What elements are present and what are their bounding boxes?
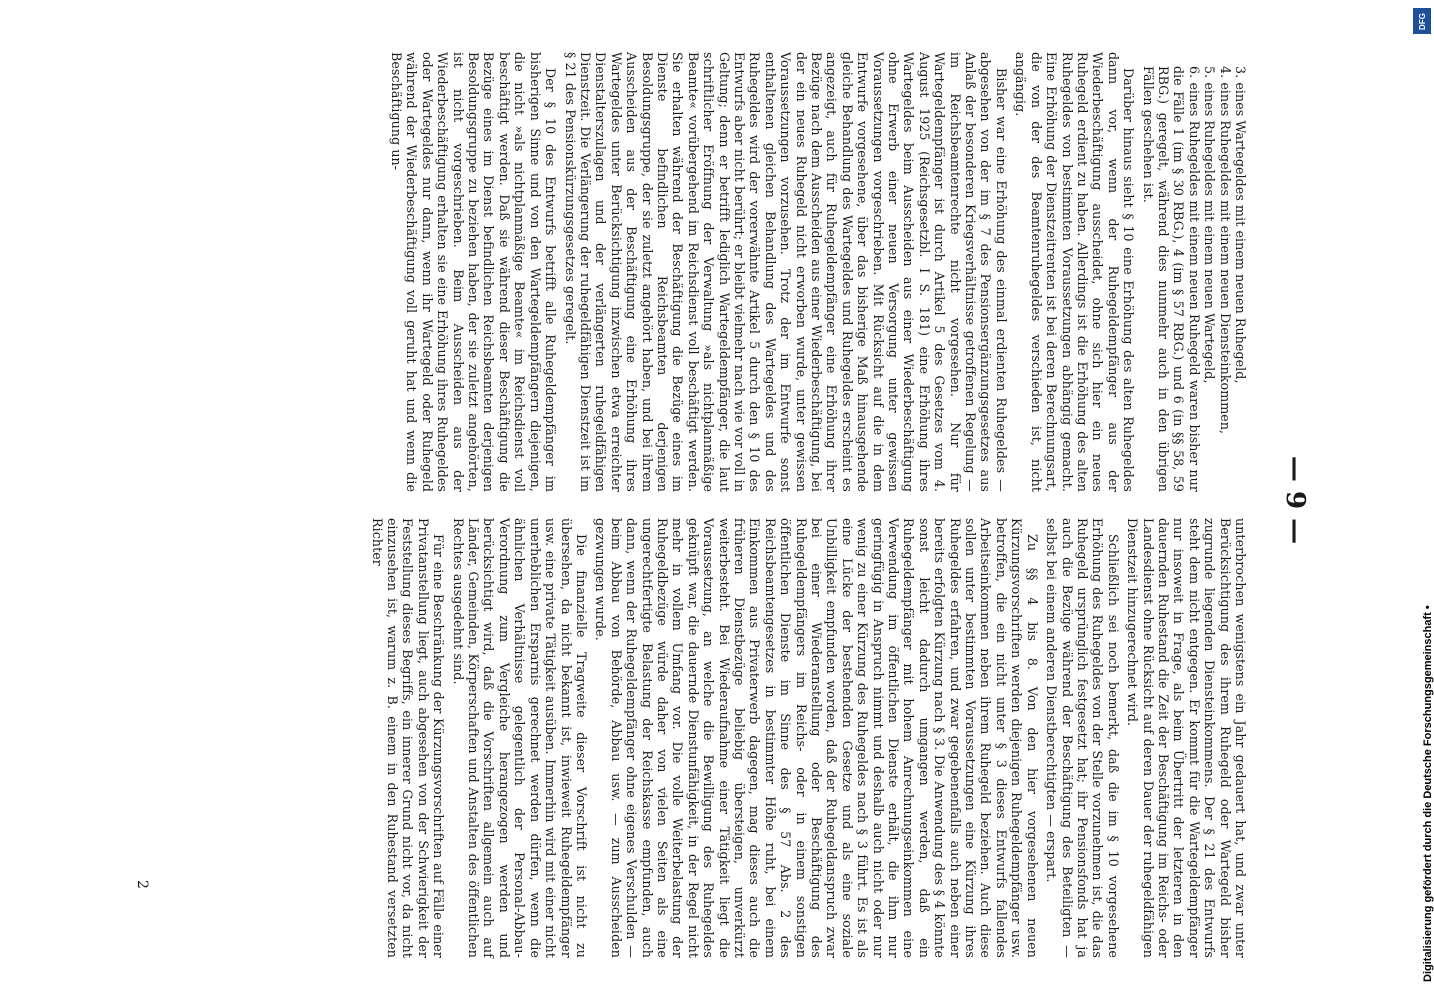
- right-column: [369, 518, 1248, 958]
- signature-mark: 2: [134, 880, 150, 889]
- digitization-credit: Digitalisierung gefördert durch die Deutsche Forschungsgemeinschaft •: [1422, 605, 1434, 982]
- paragraph: 6. eines Ruhegeldes mit einem neuen Ruhegeld waren bisher nur die Fälle 1 (im § 30 RBG.), 4 (im § 57 RBG.) und 6 (in §§ 58, 59 RBG.) geregelt, während dies nunmehr auch in den übrigen Fällen geschehen ist.: [1140, 66, 1202, 492]
- paragraph: 5. eines Ruhegeldes mit einem neuen Wartegeld,: [1202, 66, 1218, 384]
- paragraph: Die finanzielle Tragweite dieser Vorschrift ist nicht zu übersehen, da nicht bekannt ist, inwieweit Ruhegeldempfänger usw. eine private Tätigkeit ausüben. Immerhin wird mit einer nicht unerheblichen Ersparnis gerechnet werden dürfen, wenn die ähnlichen Verhältnisse gelegentlich der Personal-Abbau-Verordnung zum Vergleiche herangezogen werden und berücksichtigt wird, daß die Vorschriften allgemein auch auf Länder, Gemeinden, Körperschaften und Anstalten des öffentlichen Rechtes ausgedehnt sind.: [450, 518, 589, 958]
- paragraph: 4. eines Ruhegeldes mit einem neuen Diensteinkommen,: [1217, 66, 1233, 435]
- paragraph: Bisher war eine Erhöhung des einmal erdienten Ruhegeldes — abgesehen von der im § 7 des Pensionsergänzungsgesetzes aus Anlaß der besonderen Kriegsverhältnisse getroffenen Regelung — im Reichsbeamtenrechte nicht vorgesehen. Nur für Wartegeldempfänger ist durch Artikel 5 des Gesetzes vom 4. August 1925 (Reichsgesetzbl. I S. 181) eine Erhöhung ihres Wartegeldes beim Ausscheiden aus einer Wiederbeschäftigung ohne Erwerb einer neuen Versorgung unter gewissen Voraussetzungen vorgeschrieben. Mit Rücksicht auf die in dem Entwurfe vorgesehene, über das bisherige Maß hinausgehende gleiche Behandlung des Wartegeldes und Ruhegeldes erscheint es angezeigt, auch für Ruhegeldempfänger eine Erhöhung ihrer Bezüge nach dem Ausscheiden aus einer Wiederbeschäftigung, bei der ein neues Ruhegeld nicht erworben wurde, unter gewissen Voraussetzungen vorzusehen. Trotz der im Entwurfe sonst enthaltenen gleichen Behandlung des Wartegeldes und des Ruhegeldes wird der vorerwähnte Artikel 5 durch den § 10 des Entwurfs aber nicht berührt; er bleibt vielmehr nach wie vor voll in Geltung; denn er betrifft lediglich Wartegeldempfänger, die laut schriftlicher Eröffnung der Verwaltung »als nichtplanmäßige Beamte« vorübergehend im Reichsdienst voll beschäftigt werden. Sie erhalten während der Beschäftigung die Bezüge eines im Dienste befindlichen Reichsbeamten derjenigen Besoldungsgruppe, der sie zuletzt angehört haben, und bei ihrem Ausscheiden aus der Beschäftigung eine Erhöhung ihres Wartegeldes unter Berücksichtigung inzwischen etwa erreichter Dienstalterszulagen und der verlängerten ruhegeldfähigen Dienstzeit. Die Verlängerung der ruhegeldfähigen Dienstzeit ist im § 21 des Pensionskürzungsgesetzes geregelt.: [562, 52, 1009, 492]
- left-column: [389, 52, 1248, 492]
- paragraph: Darüber hinaus sieht § 10 eine Erhöhung des alten Ruhegeldes dann vor, wenn der Ruhegeldempfänger aus der Wiederbeschäftigung ausscheidet, ohne sich hier ein neues Ruhegeld erdient zu haben. Allerdings ist die Erhöhung des alten Ruhegeldes von bestimmten Voraussetzungen abhängig gemacht. Eine Erhöhung der Dienstzeitrenten ist bei deren Berechnungsart, die von der des Beamtenruhegeldes verschieden ist, nicht angängig.: [1013, 52, 1137, 492]
- paragraph: Für eine Beschränkung der Kürzungsvorschriften auf Fälle einer Privatanstellung liegt, auch abgesehen von der Schwierigkeit der Feststellung dieses Begriffs, ein innerer Grund nicht vor, da nicht einzusehen ist, warum z. B. einem in den Ruhestand versetzten Richter: [369, 518, 447, 958]
- dfg-logo: [1413, 8, 1431, 34]
- paragraph: Zu §§ 4 bis 8. Von den hier vorgesehenen neuen Kürzungsvorschriften werden diejenigen Ruhegeldempfänger usw. betroffen, die ein nicht unter § 3 dieses Entwurfs fallendes Arbeitseinkommen neben ihrem Ruhegeld beziehen. Auch diese sollen unter bestimmten Voraussetzungen eine Kürzung ihres Ruhegeldes erfahren, und zwar gegebenenfalls auch neben einer bereits erfolgten Kürzung nach § 3. Die Anwendung des § 4 könnte sonst leicht dadurch umgangen werden, daß ein Ruhegeldempfänger mit hohem Anrechnungseinkommen eine Verwendung im öffentlichen Dienste erhält, die ihm nur geringfügig in Anspruch nimmt und deshalb auch nicht oder nur wenig zu einer Kürzung des Ruhegeldes nach § 3 führt. Es ist als eine Lücke der bestehenden Gesetze und als eine soziale Unbilligkeit empfunden worden, daß der Ruhegeldanspruch zwar bei einer Wiederanstellung oder Beschäftigung des Ruhegeldempfängers im Reichs- oder in einem sonstigen öffentlichen Dienste im Sinne des § 57 Abs. 2 des Reichsbeamtengesetzes in bestimmter Höhe ruht, bei einem Einkommen aus Privaterwerb dagegen, mag dieses auch die früheren Dienstbezüge beliebig übersteigen, unverkürzt weiterbesteht. Bei Wiederaufnahme einer Tätigkeit liegt die Voraussetzung, an welche die Bewilligung des Ruhegeldes geknüpft war, die dauernde Dienstunfähigkeit, in der Regel nicht mehr in vollem Umfang vor. Die volle Weiterbelastung der Ruhegeldbezüge würde daher von vielen Seiten als eine ungerechtfertigte Belastung der Reichskasse empfunden, auch dann, wenn der Ruhegeldempfänger ohne eigenes Verschulden — beim Abbau von Behörde, Abbau usw. — zum Ausscheiden gezwungen wurde.: [593, 518, 1040, 958]
- paragraph: Der § 10 des Entwurfs betrifft alle Ruhegeldempfänger im bisherigen Sinne und von den Wartegeldempfängern diejenigen, die nicht »als nichtplanmäßige Beamte« im Reichsdienst voll beschäftigt werden. Daß sie während dieser Beschäftigung die Bezüge eines im Dienst befindlichen Reichsbeamten derjenigen Besoldungsgruppe zu beziehen haben, der sie zuletzt angehörten, ist nicht vorgeschrieben. Beim Ausscheiden aus der Wiederbeschäftigung erhalten sie eine Erhöhung ihres Ruhegeldes oder Wartegeldes nur dann, wenn ihr Wartegeld oder Ruhegeld während der Wiederbeschäftigung voll geruht hat und wenn die Beschäftigung un-: [389, 52, 559, 492]
- paragraph: unterbrochen wenigstens ein Jahr gedauert hat, und zwar unter Berücksichtigung des ihrem Ruhegeld oder Wartegeld bisher zugrunde liegenden Diensteinkommens. Der § 21 des Entwurfs steht dem nicht entgegen. Er kommt für die Wartegeldempfänger nur insoweit in Frage, als beim Übertritt der letzteren in den dauernden Ruhestand die Zeit der Beschäftigung im Reichs- oder Landesdienst ohne Rücksicht auf deren Dauer der ruhegeldfähigen Dienstzeit hinzugerechnet wird.: [1125, 518, 1248, 958]
- paragraph: 3. eines Wartegeldes mit einem neuen Ruhegeld,: [1233, 66, 1248, 384]
- page-header: — 9 —: [1280, 455, 1310, 545]
- paragraph: Schließlich sei noch bemerkt, daß die im § 10 vorgesehene Erhöhung des Ruhegeldes von der Stelle vorzunehmen ist, die das Ruhegeld ursprünglich festgesetzt hat; ihr Pensionsfonds hat ja auch die Bezüge während der Beschäftigung des Beteiligten — selbst bei einem anderen Dienstberechtigten — erspart.: [1044, 518, 1121, 958]
- dfg-logo-text: DFG: [1417, 12, 1427, 30]
